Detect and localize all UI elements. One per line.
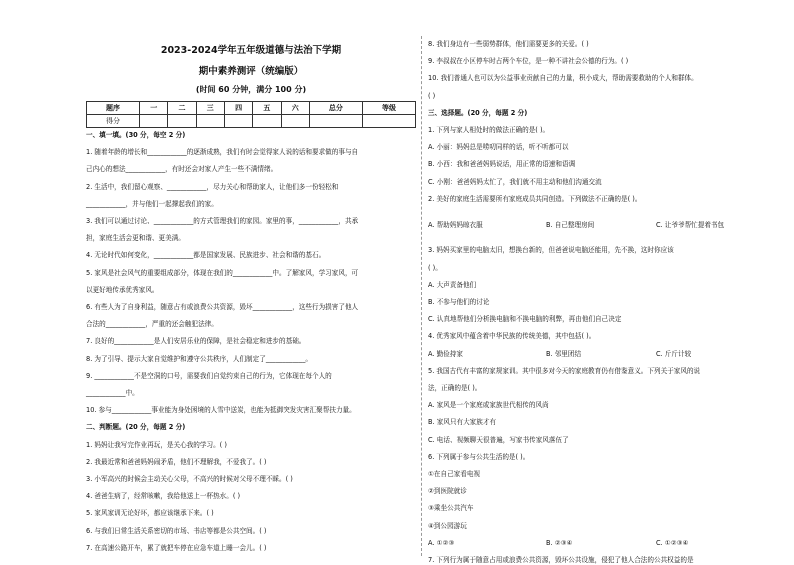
section-heading: 三、选择题。(20 分，每题 2 分) [428,108,528,117]
choice-option: B. ②③④ [546,538,573,547]
score-cell[interactable] [196,115,224,128]
question-line: ③乘坐公共汽车 [428,504,474,513]
score-header-cell: 二 [168,102,196,115]
score-row-label: 得分 [87,115,140,128]
question-line: 3. 妈妈买家里的电脑太旧，想换台新的，但爸爸说电脑还能用，先不换，这时你应该 [428,246,674,255]
question-line: 9. ____________不是空洞的口号，需要我们自觉约束自己的行为，它体现在每个人的 [86,371,332,380]
score-header-cell: 一 [140,102,168,115]
question-line: ____________，并与他们一起撑起我们的家。 [86,199,218,208]
exam-meta: (时间 60 分钟，满分 100 分) [195,85,307,94]
question-line: 1. 随着年龄的增长和____________的逐渐成熟，我们有时会觉得家人说的话和要求做的事与自 [86,148,359,157]
question-line: C. 认真地帮他们分析换电脑和不换电脑的利弊，再由他们自己决定 [428,315,622,324]
question-line: 2. 生活中，我们留心观察、____________，尽力关心和帮助家人，让他们多一份轻松和 [86,182,339,191]
section-heading: 一、填一填。(30 分，每空 2 分) [86,131,186,139]
question-line: 9. 李叔叔在小区停车时占两个车位，是一种不讲社会公德的行为。( ) [428,57,629,66]
question-line: B. 不参与他们的讨论 [428,298,490,306]
question-line: 6. 有些人为了自身利益，随意占有或浪费公共资源，毁坏____________，这些行为损害了他人 [86,303,359,311]
question-line: C. 电话、视频聊天很普遍，写家书传家风落伍了 [428,435,569,444]
choice-option: A. 帮助妈妈晾衣服 [428,220,483,229]
question-line: 8. 我们身边有一些弱势群体，他们需要更多的关爱。( ) [428,40,589,48]
question-line: 10. 参与____________事业能为身处困境的人雪中送炭，也能为抵御突发灾害汇聚帮扶力量。 [86,406,356,415]
score-header-cell: 题序 [87,102,140,115]
question-line: 10. 我们普通人也可以为公益事业贡献自己的力量，积小成大，帮助需要救助的个人和群体。 [428,74,698,83]
exam-title: 2023-2024学年五年级道德与法治下学期 [160,45,342,56]
question-line: 2. 美好的家庭生活需要所有家庭成员共同创造。下列做法不正确的是( )。 [428,194,642,203]
choice-option: C. ①②③④ [656,538,689,547]
choice-option: A. 勤俭持家 [428,349,463,358]
score-header-cell: 六 [281,102,309,115]
question-line: A. 家风是一个家庭或家族世代相传的风尚 [428,401,549,410]
question-line: 1. 下列与家人相处时的做法正确的是( )。 [428,126,550,134]
score-header-cell: 四 [224,102,252,115]
choice-option: C. 斤斤计较 [656,349,692,358]
question-line: A. 大声责备他们 [428,280,477,289]
question-line: 己内心的想法____________，有时还会对家人产生一些不满情绪。 [86,165,278,174]
question-line: 3. 小军高兴的时候会主动关心父母，不高兴的时候对父母不理不睬。( ) [86,475,293,483]
question-line: 6. 下列属于参与公共生活的是( )。 [428,452,530,461]
question-line: 5. 家风家训无论好坏，都应该继承下来。( ) [86,509,214,518]
question-line: ②到医院就诊 [428,487,467,496]
question-line: ①在自己家看电视 [428,470,481,478]
choice-option: B. 邻里团结 [546,349,582,358]
question-line: 7. 在高速公路开车，累了就把车停在应急车道上睡一会儿。( ) [86,543,267,552]
score-cell[interactable] [309,115,362,128]
score-table-score-row [87,115,416,128]
question-line: 8. 为了引导、提示大家自觉维护和遵守公共秩序，人们制定了____________。 [86,354,312,363]
question-line: A. 小丽：妈妈总是唠叨同样的话，听不听都可以 [428,143,569,152]
question-line: 4. 爸爸生病了，经常咳嗽，我给他送上一杯热水。( ) [86,492,241,501]
question-line: 5. 我国古代有丰富的家规家训。其中很多对今天的家庭教育仍有借鉴意义。下列关于家风的说 [428,366,701,375]
question-line: B. 小西：我和爸爸妈妈说话，用正常的语速和语调 [428,160,576,169]
column-divider [421,36,422,556]
choice-option: C. 让爷爷帮忙提着书包 [656,220,725,229]
score-cell[interactable] [281,115,309,128]
score-cell[interactable] [140,115,168,128]
question-line: 3. 我们可以通过讨论、____________的方式管理我们的家园。家里的事，____________，共承 [86,217,359,225]
question-line: 7. 下列行为属于随意占用或浪费公共资源，毁坏公共设施，侵犯了他人合法的公共权益的是 [428,556,694,564]
question-line: 1. 妈妈让我写完作业再玩，是关心我的学习。( ) [86,440,227,449]
question-line: 2. 我最近常和爸爸妈妈闹矛盾，他们不理解我，不爱我了。( ) [86,457,267,466]
score-header-cell: 五 [253,102,281,115]
score-header-cell: 三 [196,102,224,115]
question-line: ____________中。 [86,389,139,397]
question-line: ( ) [428,91,436,100]
score-header-cell: 总分 [309,102,362,115]
question-line: 担，家庭生活会更和谐、更美满。 [86,234,185,243]
score-cell[interactable] [362,115,415,128]
score-cell[interactable] [253,115,281,128]
question-line: 7. 良好的____________是人们安居乐业的保障，是社会稳定和进步的基础。 [86,337,306,346]
choice-option: B. 自己整理房间 [546,220,595,229]
score-table [86,101,416,128]
exam-subtitle: 期中素养测评（统编版） [198,66,304,77]
question-line: B. 家风只有大家族才有 [428,418,497,427]
score-cell[interactable] [224,115,252,128]
question-line: ( )。 [428,263,442,272]
choice-option: A. ①②③ [428,538,455,547]
score-header-cell: 等级 [362,102,415,115]
score-cell[interactable] [168,115,196,128]
question-line: C. 小刚：爸爸妈妈太忙了，我们就不用主动和他们沟通交流 [428,177,602,186]
question-line: 5. 家风是社会风气的重要组成部分，体现在我们的____________中。了解家风，学习家风，可 [86,268,359,277]
question-line: 法，正确的是( )。 [428,384,482,392]
question-line: ④到公园游玩 [428,521,467,530]
question-line: 6. 与我们日常生活关系密切的市场、书店等都是公共空间。( ) [86,526,267,535]
question-line: 以更好地传承优秀家风。 [86,285,159,294]
question-line: 合法的____________，严重的还会触犯法律。 [86,320,218,329]
question-line: 4. 优秀家风中蕴含着中华民族的传统美德，其中包括( )。 [428,332,596,341]
question-line: 4. 无论时代如何变化，____________都是国家发展、民族进步、社会和谐的基石。 [86,251,326,260]
section-heading: 二、判断题。(20 分，每题 2 分) [86,423,186,432]
score-table-header-row [87,102,416,115]
